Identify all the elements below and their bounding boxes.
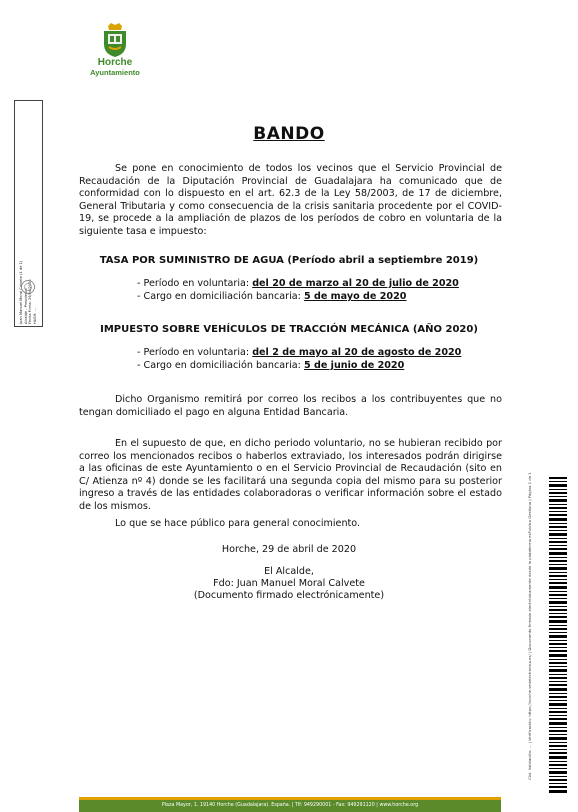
- section-heading-vehicles: IMPUESTO SOBRE VEHÍCULOS DE TRACCIÓN MECÁNICA (AÑO 2020): [100, 324, 478, 335]
- signer-note: (Documento firmado electrónicamente): [193, 590, 385, 601]
- item-label: - Período en voluntaria:: [137, 278, 250, 289]
- ayuntamiento-logo: [88, 22, 142, 82]
- signature-line: Alcalde - Presidente: [23, 288, 28, 324]
- barcode-icon: [549, 475, 567, 795]
- paragraph-second-copy: En el supuesto de que, en dicho periodo voluntario, no se hubieran recibido por correo los mencionados recibos o haberlos extraviado, los interesados podrán dirigirse a las oficinas de este Ayuntamiento o en el Servicio Provincial de Recaudación (sito en C/ Atienza nº 4) donde se les facilitará una segunda copia del mismo para su posterior ingreso a través de las entidades colaboradoras o verificar información sobre el estado de los mismos.: [79, 438, 502, 512]
- item-value: 5 de mayo de 2020: [303, 291, 407, 302]
- signature-line: HASH: ...: [32, 308, 37, 324]
- logo-name: Horche: [97, 57, 133, 68]
- item-label: - Cargo en domiciliación bancaria:: [137, 360, 301, 371]
- paragraph-publication: Lo que se hace público para general conocimiento.: [115, 518, 361, 529]
- paragraph-mailing: Dicho Organismo remitirá por correo los recibos a los contribuyentes que no tengan domiciliado el pago en alguna Entidad Bancaria.: [79, 394, 502, 418]
- list-item: [137, 360, 404, 371]
- item-label: - Período en voluntaria:: [137, 347, 250, 358]
- item-label: - Cargo en domiciliación bancaria:: [137, 291, 301, 302]
- item-value: del 2 de mayo al 20 de agosto de 2020: [252, 347, 462, 358]
- signature-seal-icon: [20, 279, 36, 295]
- verification-text: Cód. Validación: ... | Verificación: https://horche.sedelectronica.es/ | Documento firmado electrónicamente desde la plataforma esPublico Gestiona | Página 1 de 1: [527, 472, 532, 780]
- footer-contact: Plaza Mayor, 1. 19140 Horche (Guadalajara). España. | Tlf: 949290001 - Fax: 949291120 | www.horche.org: [161, 803, 419, 808]
- signature-line: Fecha Firma: 29/04/2020: [28, 279, 33, 324]
- coat-of-arms-icon: [100, 22, 130, 58]
- list-item: [137, 347, 461, 358]
- verification-side-text: [527, 472, 538, 780]
- page-title: BANDO: [253, 124, 325, 144]
- signature-line: Juan Manuel Moral Calvete (1 de 1): [19, 260, 23, 324]
- list-item: [137, 291, 406, 302]
- intro-paragraph: Se pone en conocimiento de todos los vecinos que el Servicio Provincial de Recaudación de la Diputación Provincial de Guadalajara ha comunicado que de conformidad con lo dispuesto en el art. 62.3 de la Ley 58/2003, de 17 de diciembre, General Tributaria y como consecuencia de la crisis sanitaria procedente por el COVID-19, se procede a la ampliación de plazos de los períodos de cobro en voluntaria de la siguiente tasa e impuesto:: [79, 163, 502, 237]
- list-item: [137, 278, 459, 289]
- section-heading-water: TASA POR SUMINISTRO DE AGUA (Período abril a septiembre 2019): [99, 255, 479, 266]
- item-value: del 20 de marzo al 20 de julio de 2020: [252, 278, 459, 289]
- signer-role: El Alcalde,: [264, 566, 314, 577]
- signer-name: Fdo: Juan Manuel Moral Calvete: [213, 578, 365, 589]
- logo-subtitle: Ayuntamiento: [90, 68, 140, 77]
- footer-bar: [79, 797, 501, 812]
- item-value: 5 de junio de 2020: [303, 360, 405, 371]
- date-place: Horche, 29 de abril de 2020: [221, 544, 357, 555]
